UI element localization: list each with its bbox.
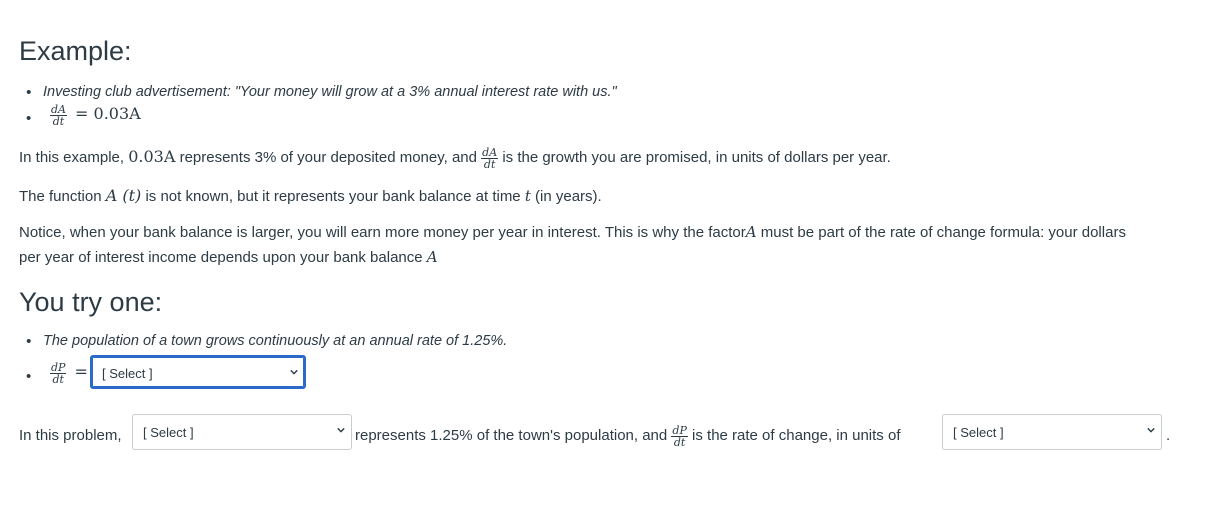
try-paragraph-mid: represents 1.25% of the town's population, and $\frac{dP}{dt}$ is the rate of change, in units of <box>355 423 901 449</box>
chevron-down-icon <box>1147 426 1155 434</box>
bullet-dot: • <box>26 84 32 101</box>
try-paragraph-label-a: In this problem, <box>19 427 122 444</box>
equation-rhs: = 0.03A <box>75 104 141 124</box>
try-bullet-text: The population of a town grows continuously at an annual rate of 1.25%. <box>43 333 508 349</box>
bullet-dot: • <box>26 333 32 350</box>
bullet-dot: • <box>26 368 32 385</box>
fraction-dA-dt: $\frac{dA}{dt}$ <box>51 103 66 128</box>
example-paragraph-2: The function A (t) is not known, but it represents your bank balance at time t (in years). <box>19 186 602 205</box>
quantity-select-dropdown[interactable]: [ Select ] <box>132 414 352 450</box>
example-paragraph-1: In this example, 0.03A represents 3% of your deposited money, and $\frac{dA}{dt}$ is the growth you are promised, in units of dollars per year. <box>19 145 891 171</box>
rate-select-dropdown[interactable]: [ Select ] <box>90 355 306 389</box>
example-bullet-text: Investing club advertisement: "Your money will grow at a 3% annual interest rate with us." <box>43 84 617 100</box>
try-paragraph-period: . <box>1166 427 1171 444</box>
equals-sign: = <box>74 362 88 382</box>
math-0-03A: 0.03A <box>128 147 176 166</box>
bullet-dot: • <box>26 110 32 127</box>
chevron-down-icon <box>290 368 298 376</box>
try-equation <box>50 362 88 385</box>
fraction-dP-dt: $\frac{dP}{dt}$ <box>51 361 66 386</box>
fraction-dA-dt: $\frac{dA}{dt}$ <box>482 145 498 171</box>
chevron-down-icon <box>337 426 345 434</box>
math-A-of-t: A (t) <box>105 186 142 205</box>
math-t: t <box>524 187 531 205</box>
units-select-dropdown[interactable]: [ Select ] <box>942 414 1162 450</box>
fraction-dP-dt: $\frac{dP}{dt}$ <box>672 423 687 449</box>
example-heading: Example: <box>19 36 132 66</box>
try-heading: You try one: <box>19 287 163 317</box>
example-paragraph-3: Notice, when your bank balance is larger, you will earn more money per year in interest. This is why the factorA must be part of the rate of change formula: your dollars per year of interest income depends upon your bank balance A <box>19 223 1126 266</box>
example-equation <box>50 104 141 127</box>
